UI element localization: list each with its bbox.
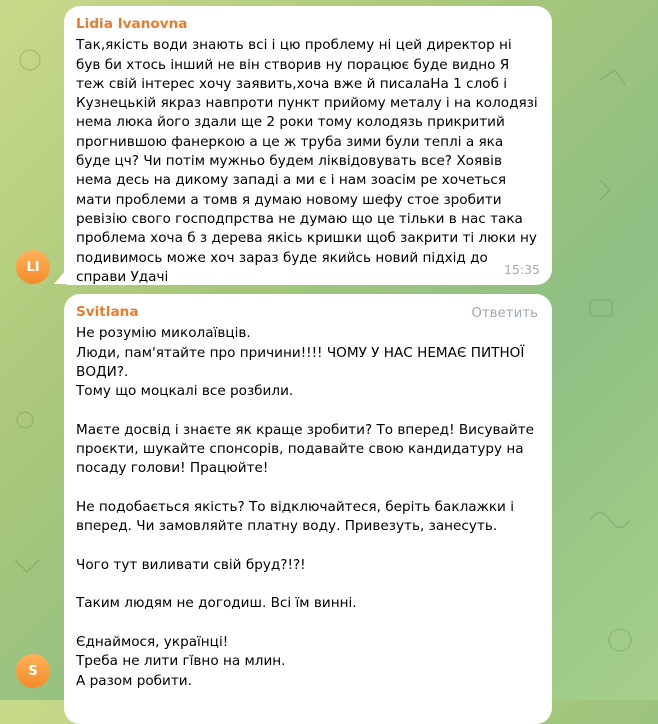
- reply-button[interactable]: Ответить: [471, 306, 538, 321]
- avatar[interactable]: LI: [16, 250, 50, 284]
- avatar[interactable]: S: [16, 654, 50, 688]
- message-bubble[interactable]: [64, 6, 552, 285]
- message-lidia: [0, 0, 658, 290]
- message-text: Так,якість води знають всі і цю проблему ні цей директор ні був би хтось інший не він створив ну порацює буде видно Я теж свій інтерес хочу заявить,хоча вже й писалаНа 1 слоб і Кузнецькій якраз навпроти пункт прийому металу і на колодязі нема люка його здали ще 2 роки тому колодязь прикритий прогнившою фанеркою а це ж труба зими були теплі а яка буде цч? Чи потім мужньо будем ліквідовувать все? Хоявів нема десь на дикому западі а ми є і нам зоасім ре хочеться мати проблеми а томв я думаю новому шефу стое зробити ревізію свого господпрства не думаю що це тільки в нас така проблема хоча б з дерева якісь кришки щоб закрити ті люки ну подивимось може хоч зараз буде якийсь новий підхід до справи Удачі: [76, 37, 543, 285]
- message-text: Не розумію миколаївців. Люди, пам'ятайте про причини!!!! ЧОМУ У НАС НЕМАЄ ПИТНОЇ ВОДИ?. Тому що моцкалі все розбили. Маєте досвід і знаєте як краще зробити? То вперед! Висувайте проєкти, шукайте спонсорів, подавайте свою кандидатуру на посаду голови! Працюйте! Не подобається якість? То відключайтеся, беріть баклажки і вперед. Чи замовляйте платну воду. Привезуть, занесуть. Чого тут виливати свій бруд?!?! Таким людям не догодиш. Всі їм винні. Єднаймося, українці! Требa не лити гі̆вно на млин. А разом робити.: [76, 325, 534, 689]
- sender-name[interactable]: Lidia Ivanovna: [76, 16, 188, 32]
- message-bubble[interactable]: [64, 294, 552, 724]
- message-svitlana: [0, 290, 658, 700]
- sender-name[interactable]: Svitlana: [76, 304, 139, 320]
- message-time: 15:35: [503, 261, 540, 277]
